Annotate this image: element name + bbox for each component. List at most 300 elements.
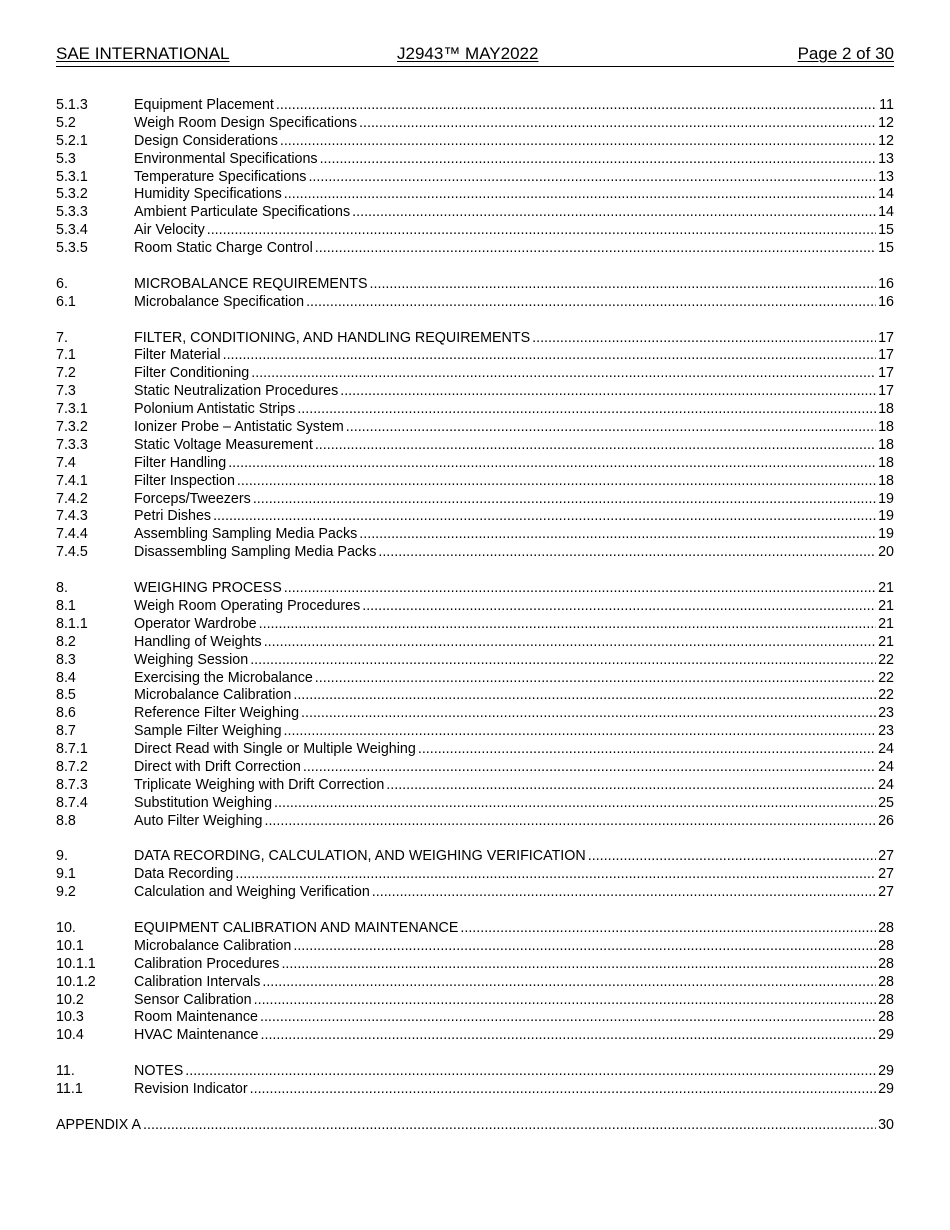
toc-entry-title: Temperature Specifications	[134, 168, 307, 185]
toc-entry-title: Ionizer Probe – Antistatic System	[134, 419, 344, 436]
toc-entry-title: Direct Read with Single or Multiple Weighing	[134, 741, 416, 758]
toc-entry[interactable]	[56, 795, 894, 813]
toc-entry-number: 11.	[56, 1063, 75, 1080]
toc-entry-title: APPENDIX A	[56, 1116, 142, 1133]
toc-entry-leader	[134, 437, 894, 455]
toc-entry-page: 19	[878, 508, 894, 525]
toc-entry-number: 7.	[56, 329, 68, 346]
toc-entry-title: NOTES	[134, 1063, 184, 1080]
toc-entry-title: Filter Handling	[134, 454, 227, 471]
toc-entry-leader	[134, 204, 894, 222]
toc-entry[interactable]	[56, 616, 894, 634]
toc-entry-number: 8.7.1	[56, 741, 88, 758]
toc-entry-page: 29	[878, 1080, 894, 1097]
toc-entry[interactable]	[56, 884, 894, 902]
toc-entry-number: 5.3	[56, 150, 76, 167]
toc-entry-page: 27	[878, 884, 894, 901]
toc-entry[interactable]	[56, 652, 894, 670]
toc-entry-title: Calibration Intervals	[134, 973, 261, 990]
toc-entry-leader	[134, 240, 894, 258]
toc-entry-page: 20	[878, 544, 894, 561]
toc-entry-page: 12	[878, 114, 894, 131]
toc-entry-page: 21	[878, 615, 894, 632]
toc-entry-leader	[134, 186, 894, 204]
toc-entry-page: 18	[878, 401, 894, 418]
toc-entry-number: 8.	[56, 580, 68, 597]
dot-leader	[293, 687, 876, 705]
toc-entry[interactable]	[56, 741, 894, 759]
toc-entry-page: 22	[878, 669, 894, 686]
toc-entry-title: DATA RECORDING, CALCULATION, AND WEIGHING VERIFICATION	[134, 848, 586, 865]
toc-entry-number: 7.4.3	[56, 508, 88, 525]
dot-leader	[346, 419, 876, 437]
toc-entry-page: 27	[878, 866, 894, 883]
toc-entry-leader	[134, 687, 894, 705]
toc-entry-number: 9.	[56, 848, 68, 865]
dot-leader	[185, 1063, 876, 1081]
dot-leader	[359, 526, 876, 544]
toc-entry-leader	[134, 866, 894, 884]
toc-entry-page: 16	[878, 293, 894, 310]
toc-entry-title: Filter Conditioning	[134, 365, 250, 382]
dot-leader	[359, 115, 876, 133]
toc-entry-number: 10.2	[56, 991, 84, 1008]
toc-entry[interactable]	[56, 687, 894, 705]
dot-leader	[320, 151, 877, 169]
toc-entry[interactable]	[56, 204, 894, 222]
toc-entry-leader	[134, 455, 894, 473]
dot-leader	[253, 491, 876, 509]
toc-entry-title: Static Voltage Measurement	[134, 436, 313, 453]
toc-entry-page: 17	[878, 383, 894, 400]
toc-entry-title: Substitution Weighing	[134, 794, 273, 811]
toc-entry[interactable]	[56, 276, 894, 294]
toc-entry-page: 17	[878, 329, 894, 346]
dot-leader	[250, 1081, 876, 1099]
toc-entry-title: Room Static Charge Control	[134, 240, 313, 257]
toc-entry-number: 5.3.3	[56, 204, 88, 221]
toc-entry[interactable]	[56, 580, 894, 598]
dot-leader	[284, 186, 876, 204]
dot-leader	[207, 222, 876, 240]
header-page-number: Page 2 of 30	[797, 44, 894, 63]
toc-entry-page: 18	[878, 436, 894, 453]
toc-entry-page: 11	[879, 97, 894, 113]
toc-entry[interactable]	[56, 508, 894, 526]
toc-entry-title: Sample Filter Weighing	[134, 723, 282, 740]
toc-entry-page: 18	[878, 454, 894, 471]
toc-entry-number: 5.3.4	[56, 222, 88, 239]
toc-entry-page: 22	[878, 687, 894, 704]
header-organization: SAE INTERNATIONAL	[56, 44, 230, 63]
toc-entry-number: 8.8	[56, 812, 76, 829]
toc-entry-leader	[134, 526, 894, 544]
toc-entry-number: 8.7.4	[56, 794, 88, 811]
dot-leader	[297, 401, 876, 419]
toc-entry-title: MICROBALANCE REQUIREMENTS	[134, 275, 368, 292]
toc-entry[interactable]	[56, 920, 894, 938]
dot-leader	[284, 723, 877, 741]
toc-entry-page: 14	[878, 204, 894, 221]
toc-entry-title: Assembling Sampling Media Packs	[134, 526, 358, 543]
toc-entry-page: 28	[878, 937, 894, 954]
toc-entry-number: 7.4.4	[56, 526, 88, 543]
dot-leader	[143, 1117, 876, 1135]
toc-entry-number: 8.5	[56, 687, 76, 704]
dot-leader	[418, 741, 876, 759]
dot-leader	[260, 1009, 876, 1027]
toc-entry-leader	[134, 1027, 894, 1045]
dot-leader	[235, 866, 876, 884]
toc-entry-leader	[134, 705, 894, 723]
toc-entry-number: 10.1	[56, 937, 84, 954]
toc-entry[interactable]	[56, 365, 894, 383]
toc-entry[interactable]	[56, 598, 894, 616]
toc-entry[interactable]	[56, 1117, 894, 1135]
toc-entry-title: FILTER, CONDITIONING, AND HANDLING REQUIREMENTS	[134, 329, 531, 346]
toc-entry-number: 6.1	[56, 293, 76, 310]
toc-entry[interactable]	[56, 866, 894, 884]
toc-entry-title: Triplicate Weighing with Drift Correction	[134, 776, 385, 793]
toc-entry-page: 25	[878, 794, 894, 811]
toc-entry-leader	[134, 151, 894, 169]
dot-leader	[460, 920, 876, 938]
toc-entry-number: 5.2	[56, 114, 76, 131]
toc-entry[interactable]	[56, 1081, 894, 1099]
toc-entry-number: 8.4	[56, 669, 76, 686]
toc-entry-leader	[134, 759, 894, 777]
dot-leader	[370, 276, 877, 294]
toc-entry[interactable]	[56, 455, 894, 473]
toc-entry-page: 21	[878, 597, 894, 614]
toc-entry[interactable]	[56, 848, 894, 866]
toc-entry-leader	[134, 938, 894, 956]
toc-entry-page: 15	[878, 222, 894, 239]
toc-entry-number: 5.1.3	[56, 97, 88, 113]
toc-entry[interactable]	[56, 347, 894, 365]
toc-entry[interactable]	[56, 330, 894, 348]
toc-entry-leader	[134, 115, 894, 133]
toc-entry-leader	[134, 598, 894, 616]
page-header	[56, 44, 894, 67]
toc-entry-leader	[134, 330, 894, 348]
toc-entry-page: 13	[878, 150, 894, 167]
toc-entry-leader	[134, 741, 894, 759]
toc-entry-title: Disassembling Sampling Media Packs	[134, 544, 377, 561]
toc-entry[interactable]	[56, 1063, 894, 1081]
toc-entry-page: 19	[878, 526, 894, 543]
toc-entry[interactable]	[56, 133, 894, 151]
toc-entry-title: Design Considerations	[134, 132, 278, 149]
dot-leader	[228, 455, 876, 473]
toc-entry-leader	[134, 544, 894, 562]
dot-leader	[352, 204, 876, 222]
toc-entry-leader	[56, 1117, 894, 1135]
toc-entry-number: 7.4.5	[56, 544, 88, 561]
toc-entry-leader	[134, 365, 894, 383]
toc-entry-number: 7.3	[56, 383, 76, 400]
dot-leader	[532, 330, 876, 348]
toc-entry-number: 7.3.2	[56, 419, 88, 436]
toc-entry-page: 24	[878, 741, 894, 758]
toc-entry-leader	[134, 169, 894, 187]
toc-entry-title: Air Velocity	[134, 222, 205, 239]
toc-entry-title: Microbalance Calibration	[134, 937, 292, 954]
toc-entry[interactable]	[56, 938, 894, 956]
toc-entry-page: 16	[878, 275, 894, 292]
toc-entry[interactable]	[56, 437, 894, 455]
toc-entry-leader	[134, 222, 894, 240]
toc-entry-number: 8.6	[56, 705, 76, 722]
toc-entry-leader	[134, 1063, 894, 1081]
toc-entry-leader	[134, 670, 894, 688]
toc-entry-title: Exercising the Microbalance	[134, 669, 313, 686]
toc-entry-leader	[134, 97, 894, 115]
toc-entry[interactable]	[56, 1009, 894, 1027]
dot-leader	[262, 974, 876, 992]
toc-entry-page: 28	[878, 955, 894, 972]
toc-entry[interactable]	[56, 222, 894, 240]
toc-entry-page: 30	[878, 1116, 894, 1133]
toc-entry[interactable]	[56, 974, 894, 992]
dot-leader	[274, 795, 876, 813]
toc-entry-leader	[134, 491, 894, 509]
toc-entry-title: Auto Filter Weighing	[134, 812, 263, 829]
toc-entry[interactable]	[56, 705, 894, 723]
toc-entry-leader	[134, 383, 894, 401]
dot-leader	[276, 97, 877, 115]
dot-leader	[315, 240, 876, 258]
dot-leader	[284, 580, 876, 598]
toc-entry-number: 10.1.1	[56, 955, 96, 972]
toc-entry[interactable]	[56, 956, 894, 974]
dot-leader	[251, 365, 876, 383]
toc-entry-leader	[134, 401, 894, 419]
toc-entry-number: 5.3.2	[56, 186, 88, 203]
toc-entry-title: Direct with Drift Correction	[134, 758, 301, 775]
toc-entry-leader	[134, 974, 894, 992]
toc-entry-page: 21	[878, 580, 894, 597]
toc-entry-leader	[134, 848, 894, 866]
toc-entry-page: 15	[878, 240, 894, 257]
dot-leader	[306, 294, 876, 312]
dot-leader	[281, 956, 876, 974]
toc-entry-leader	[134, 419, 894, 437]
toc-entry[interactable]	[56, 473, 894, 491]
dot-leader	[261, 1027, 877, 1045]
dot-leader	[250, 652, 876, 670]
toc-entry-page: 17	[878, 365, 894, 382]
toc-entry-title: Environmental Specifications	[134, 150, 318, 167]
toc-entry-title: Polonium Antistatic Strips	[134, 401, 296, 418]
dot-leader	[237, 473, 876, 491]
toc-entry-page: 13	[878, 168, 894, 185]
toc-entry-leader	[134, 652, 894, 670]
toc-entry-page: 24	[878, 758, 894, 775]
toc-entry-number: 7.3.3	[56, 436, 88, 453]
toc-entry-title: Revision Indicator	[134, 1080, 248, 1097]
toc-entry-title: Ambient Particulate Specifications	[134, 204, 351, 221]
toc-entry-page: 29	[878, 1027, 894, 1044]
toc-entry[interactable]	[56, 151, 894, 169]
toc-entry-number: 7.3.1	[56, 401, 88, 418]
toc-entry-number: 8.7.3	[56, 776, 88, 793]
toc-entry[interactable]	[56, 169, 894, 187]
dot-leader	[264, 634, 876, 652]
toc-entry-number: 7.4.1	[56, 472, 88, 489]
toc-entry-page: 26	[878, 812, 894, 829]
toc-entry-title: Reference Filter Weighing	[134, 705, 300, 722]
toc-entry-title: HVAC Maintenance	[134, 1027, 259, 1044]
toc-entry-title: Sensor Calibration	[134, 991, 252, 1008]
toc-entry-page: 18	[878, 419, 894, 436]
dot-leader	[340, 383, 876, 401]
toc-entry-number: 8.7.2	[56, 758, 88, 775]
dot-leader	[293, 938, 876, 956]
toc-entry-page: 19	[878, 490, 894, 507]
toc-entry-leader	[134, 508, 894, 526]
toc-entry-title: Equipment Placement	[134, 97, 274, 113]
toc-entry-title: EQUIPMENT CALIBRATION AND MAINTENANCE	[134, 919, 459, 936]
toc-entry-page: 27	[878, 848, 894, 865]
toc-entry[interactable]	[56, 115, 894, 133]
toc-entry[interactable]	[56, 294, 894, 312]
toc-entry-title: Operator Wardrobe	[134, 615, 257, 632]
toc-entry-number: 11.1	[56, 1080, 83, 1097]
dot-leader	[378, 544, 876, 562]
toc-entry-leader	[134, 992, 894, 1010]
toc-entry-number: 7.4.2	[56, 490, 88, 507]
toc-entry-title: WEIGHING PROCESS	[134, 580, 282, 597]
toc-entry-leader	[134, 347, 894, 365]
toc-entry-page: 28	[878, 991, 894, 1008]
toc-entry[interactable]	[56, 634, 894, 652]
toc-entry-number: 8.1.1	[56, 615, 88, 632]
toc-entry-number: 9.2	[56, 884, 76, 901]
toc-entry-leader	[134, 813, 894, 831]
toc-entry-page: 22	[878, 651, 894, 668]
toc-entry[interactable]	[56, 670, 894, 688]
dot-leader	[588, 848, 876, 866]
header-document-id: J2943™ MAY2022	[397, 44, 539, 63]
toc-entry-leader	[134, 777, 894, 795]
toc-entry-title: Filter Material	[134, 347, 221, 364]
toc-entry-leader	[134, 133, 894, 151]
toc-entry-number: 8.3	[56, 651, 76, 668]
toc-entry-title: Forceps/Tweezers	[134, 490, 251, 507]
toc-entry[interactable]	[56, 992, 894, 1010]
toc-entry-leader	[134, 795, 894, 813]
toc-entry-title: Filter Inspection	[134, 472, 235, 489]
toc-entry-leader	[134, 473, 894, 491]
toc-entry-title: Weigh Room Operating Procedures	[134, 597, 361, 614]
toc-entry-leader	[134, 616, 894, 634]
toc-entry-leader	[134, 276, 894, 294]
toc-entry-leader	[134, 956, 894, 974]
toc-entry[interactable]	[56, 777, 894, 795]
toc-entry-number: 7.1	[56, 347, 76, 364]
toc-entry-page: 24	[878, 776, 894, 793]
toc-entry-number: 5.2.1	[56, 132, 88, 149]
toc-entry-number: 7.2	[56, 365, 76, 382]
toc-entry-page: 23	[878, 705, 894, 722]
dot-leader	[372, 884, 876, 902]
toc-entry-number: 10.4	[56, 1027, 84, 1044]
toc-entry-leader	[134, 1081, 894, 1099]
toc-entry-page: 29	[878, 1063, 894, 1080]
toc-entry[interactable]	[56, 419, 894, 437]
dot-leader	[362, 598, 876, 616]
dot-leader	[386, 777, 876, 795]
toc-entry-page: 12	[878, 132, 894, 149]
toc-entry-leader	[134, 634, 894, 652]
toc-entry-page: 28	[878, 919, 894, 936]
toc-entry-title: Calibration Procedures	[134, 955, 280, 972]
toc-entry-title: Weigh Room Design Specifications	[134, 114, 358, 131]
toc-entry[interactable]	[56, 240, 894, 258]
toc-entry[interactable]	[56, 97, 894, 115]
table-of-contents	[56, 97, 894, 1135]
toc-entry-title: Humidity Specifications	[134, 186, 282, 203]
toc-entry-number: 5.3.1	[56, 168, 88, 185]
dot-leader	[315, 670, 876, 688]
toc-entry-leader	[134, 1009, 894, 1027]
dot-leader	[315, 437, 876, 455]
toc-entry-page: 23	[878, 723, 894, 740]
toc-entry-number: 10.1.2	[56, 973, 96, 990]
toc-entry-title: Calculation and Weighing Verification	[134, 884, 370, 901]
toc-entry[interactable]	[56, 401, 894, 419]
toc-entry-page: 28	[878, 1009, 894, 1026]
toc-entry-title: Petri Dishes	[134, 508, 212, 525]
toc-entry-title: Room Maintenance	[134, 1009, 258, 1026]
dot-leader	[308, 169, 876, 187]
toc-entry-number: 10.	[56, 919, 76, 936]
toc-entry-page: 14	[878, 186, 894, 203]
toc-entry-page: 21	[878, 633, 894, 650]
dot-leader	[259, 616, 876, 634]
toc-entry-title: Microbalance Specification	[134, 293, 305, 310]
toc-entry[interactable]	[56, 723, 894, 741]
toc-entry[interactable]	[56, 544, 894, 562]
toc-entry-leader	[134, 723, 894, 741]
toc-entry-page: 18	[878, 472, 894, 489]
toc-entry[interactable]	[56, 526, 894, 544]
toc-entry-title: Weighing Session	[134, 651, 249, 668]
toc-entry[interactable]	[56, 813, 894, 831]
dot-leader	[264, 813, 876, 831]
toc-entry-page: 28	[878, 973, 894, 990]
dot-leader	[301, 705, 876, 723]
toc-entry-leader	[134, 580, 894, 598]
toc-entry-number: 5.3.5	[56, 240, 88, 257]
toc-entry[interactable]	[56, 759, 894, 777]
toc-entry-title: Data Recording	[134, 866, 234, 883]
toc-entry-number: 6.	[56, 275, 68, 292]
toc-entry-page: 17	[878, 347, 894, 364]
toc-entry-title: Microbalance Calibration	[134, 687, 292, 704]
toc-entry[interactable]	[56, 491, 894, 509]
toc-entry[interactable]	[56, 383, 894, 401]
toc-entry[interactable]	[56, 186, 894, 204]
toc-entry-number: 7.4	[56, 454, 76, 471]
dot-leader	[223, 347, 877, 365]
dot-leader	[213, 508, 876, 526]
toc-entry-number: 9.1	[56, 866, 76, 883]
toc-entry-leader	[134, 920, 894, 938]
toc-entry[interactable]	[56, 1027, 894, 1045]
toc-entry-title: Handling of Weights	[134, 633, 262, 650]
